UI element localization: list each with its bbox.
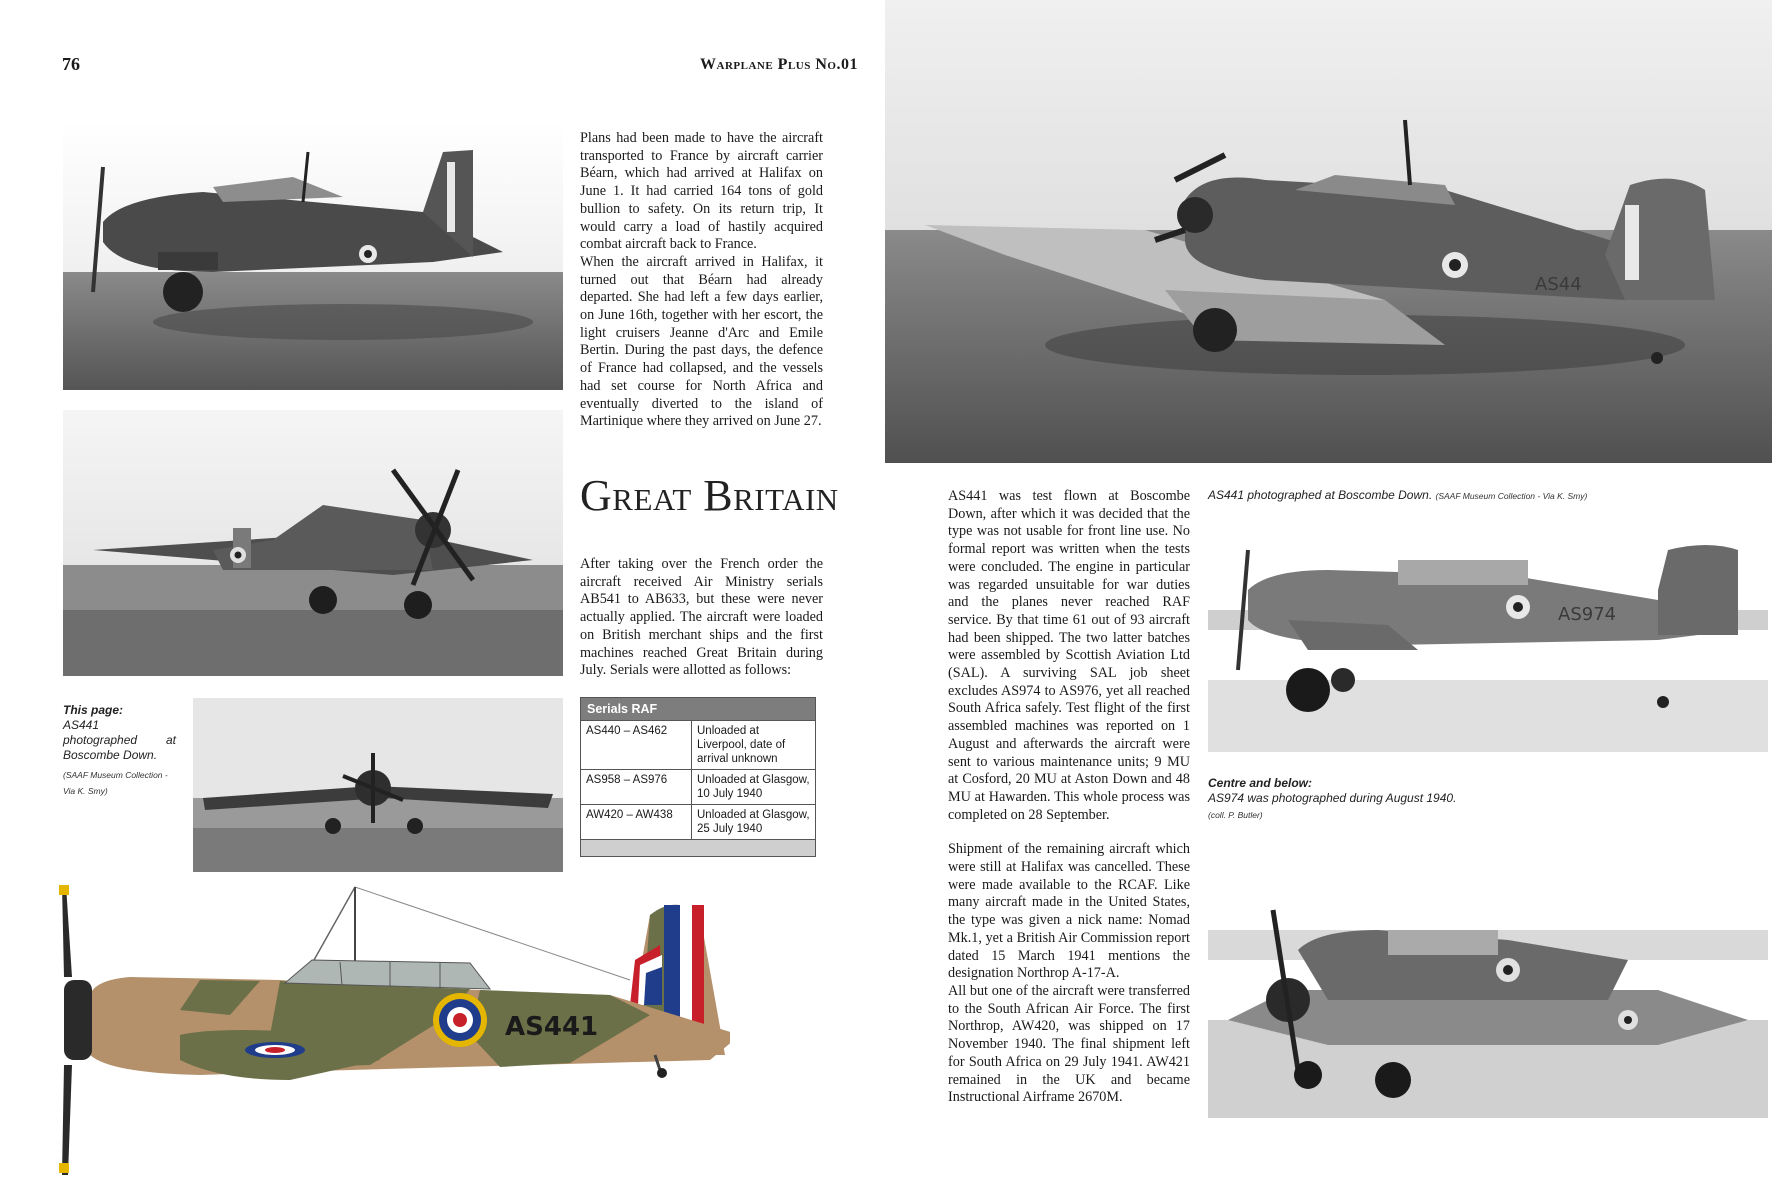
section-text: After taking over the French order the aircraft received Air Ministry serials AB541 to AB633, but these were never actually applied. The aircraft were loaded on British merchant ships and the first machines reached Great Britain during July. Serials were allotted as follows: [580, 556, 823, 679]
caption1-credit: (SAAF Museum Collection - Via K. Smy) [1435, 491, 1588, 501]
caption2-heading: Centre and below: [1208, 776, 1313, 790]
photo-serial-as441: AS44 [1535, 274, 1582, 295]
right-text-column [948, 488, 1190, 1107]
caption-this-page [63, 703, 176, 799]
caption-text: AS441 photographed at Boscombe Down. [63, 718, 176, 762]
caption-as441-boscombe [1208, 488, 1768, 504]
serials-cell: AS958 – AS976 [581, 770, 692, 805]
serials-table [580, 697, 816, 857]
intro-text-column [580, 130, 823, 431]
table-row [581, 805, 816, 840]
photo-as974-front-quarter [1208, 870, 1768, 1118]
caption1-text: AS441 photographed at Boscombe Down. [1208, 488, 1433, 502]
section-title: Great Britain [580, 471, 839, 520]
caption2-credit: (coll. P. Butler) [1208, 810, 1263, 820]
caption-centre-below [1208, 776, 1768, 823]
serials-table-title: Serials RAF [581, 698, 816, 721]
right-paragraph-2: Shipment of the remaining aircraft which were still at Halifax was cancelled. These were made available to the RCAF. Like many aircraft made in the United States, the type was given a nick name: Nomad Mk.1, yet a British Air Commission report dated 15 March 1941 mentions the designation Northrop A-17-A. [948, 841, 1190, 982]
serials-cell: AS440 – AS462 [581, 721, 692, 770]
right-paragraph-3: All but one of the aircraft were transferred to the South African Air Force. The first Northrop, AW420, was shipped on 17 November 1940. The final shipment left for South Africa on 29 July 1941. AW421 remained in the UK and became Instructional Airframe 2670M. [948, 982, 1190, 1106]
table-footer-row [581, 840, 816, 857]
running-header-left: Warplane Plus No.01 [700, 56, 858, 73]
serials-cell: AW420 – AW438 [581, 805, 692, 840]
profile-serial: AS441 [505, 1012, 599, 1042]
note-cell: Unloaded at Glasgow, 25 July 1940 [692, 805, 816, 840]
page-number-left: 76 [62, 54, 80, 74]
note-cell: Unloaded at Glasgow, 10 July 1940 [692, 770, 816, 805]
right-paragraph-1: AS441 was test flown at Boscombe Down, after which it was decided that the type was not usable for front line use. No formal report was written when the tests were concluded. The engine in particular was regarded unsuitable for war duties and the planes never reached RAF service. By that time 61 out of 93 aircraft had been shipped. The two latter batches were assembled by Scottish Aviation Ltd (SAL). A surviving SAL job sheet excludes AS974 to AS976, yet all reached South Africa safely. Test flight of the first assembled machines was reported on 1 August and afterwards the aircraft were sent to various maintenance units; 9 MU at Cosford, 20 MU at Aston Down and 48 MU at Hawarden. This whole process was completed on 28 September. [948, 488, 1190, 823]
photo-serial-as974: AS974 [1558, 604, 1617, 625]
caption-credit: (SAAF Museum Collection - Via K. Smy) [63, 770, 168, 796]
caption-heading: This page: [63, 703, 124, 717]
photo-side-view [63, 122, 563, 390]
photo-large-as441 [885, 0, 1772, 463]
intro-paragraph-1: Plans had been made to have the aircraft transported to France by aircraft carrier Béarn, which had arrived at Halifax on June 1. It had carried 164 tons of gold bullion to safety. On its return trip, It would carry a load of hastily acquired combat aircraft back to France. [580, 130, 823, 253]
table-row [581, 770, 816, 805]
color-profile-illustration [50, 885, 730, 1175]
table-row [581, 721, 816, 770]
note-cell: Unloaded at Liverpool, date of arrival unknown [692, 721, 816, 770]
photo-front-quarter [63, 410, 563, 676]
photo-head-on [193, 698, 563, 872]
photo-as974-side [1208, 530, 1768, 752]
caption2-text: AS974 was photographed during August 1940. [1208, 791, 1457, 805]
intro-paragraph-2: When the aircraft arrived in Halifax, it turned out that Béarn had already departed. She had left a few days earlier, on June 16th, together with her escort, the light cruisers Jeanne d'Arc and Emile Bertin. During the past days, the defence of France had collapsed, and the vessels had set course for North Africa and eventually diverted to the island of Martinique where they arrived on June 27. [580, 253, 823, 430]
